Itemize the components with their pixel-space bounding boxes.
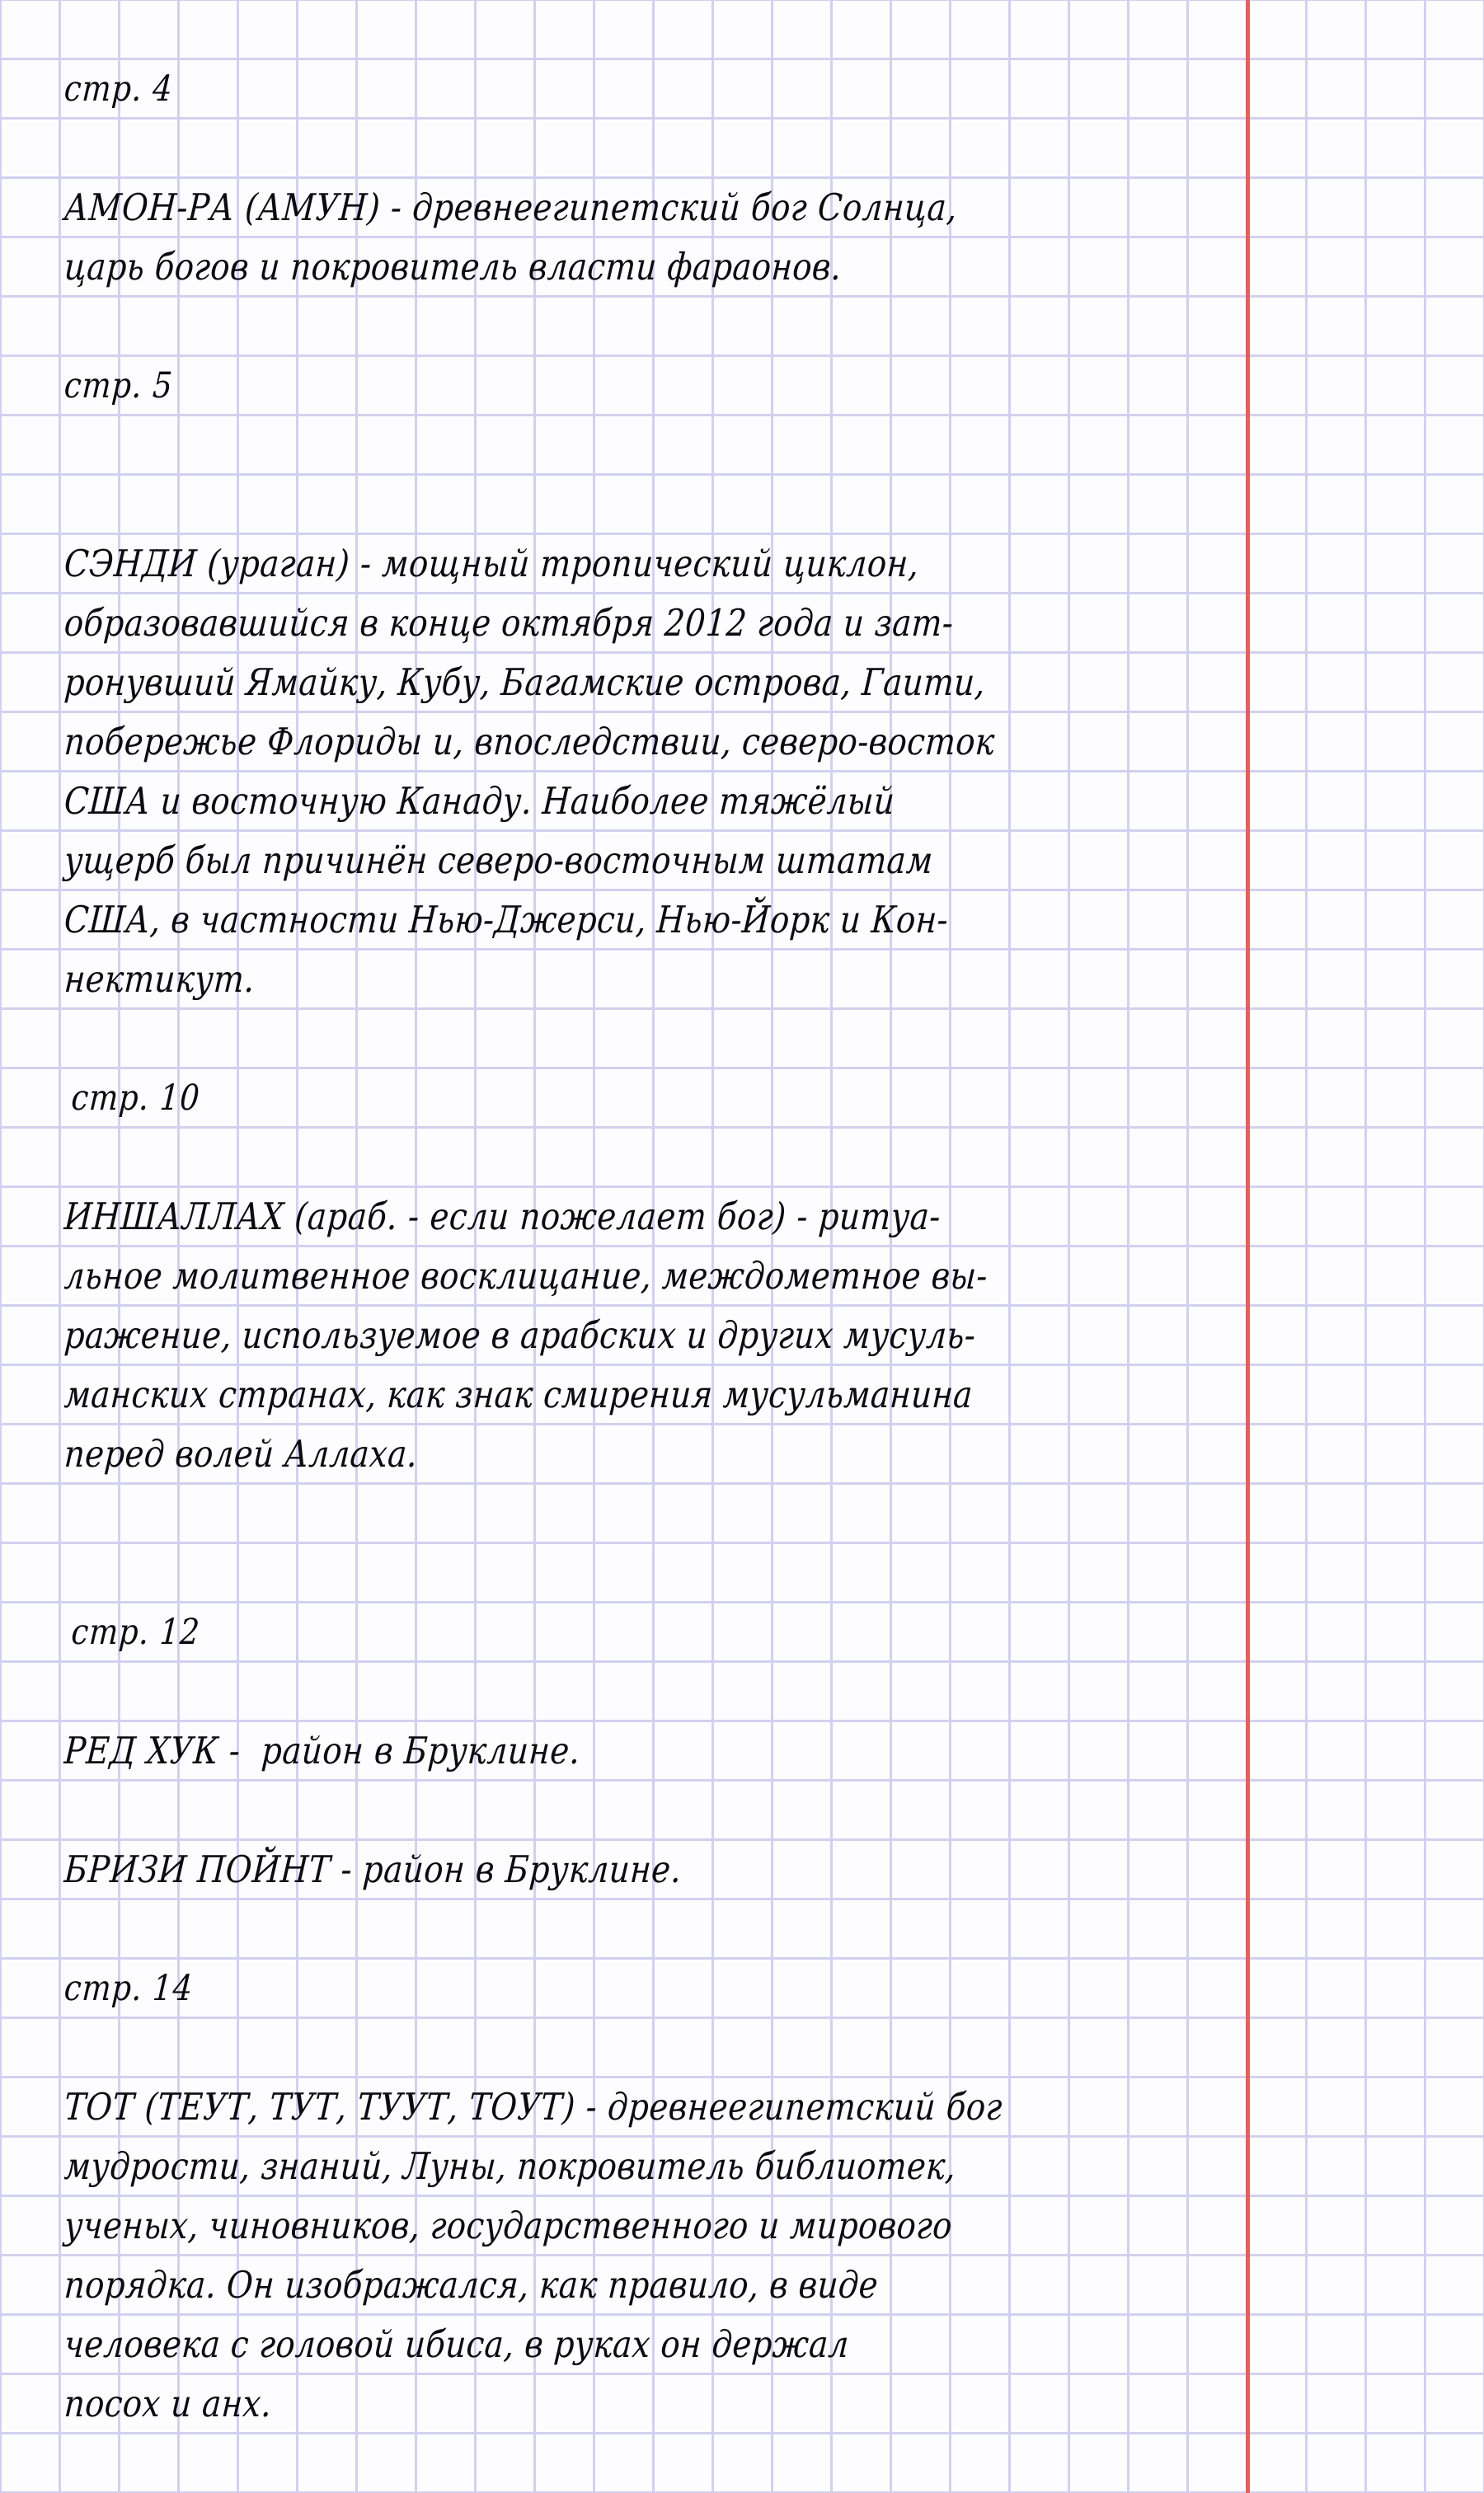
entry-line: АМОН-РА (АМУН) - древнеегипетский бог Солнца,: [63, 185, 959, 229]
body-line: порядка. Он изображался, как правило, в виде: [63, 2263, 880, 2307]
body-line: ученых, чиновников, государственного и мирового: [63, 2204, 954, 2247]
page-reference: стр. 5: [63, 365, 175, 406]
body-line: льное молитвенное восклицание, междометное вы-: [63, 1254, 989, 1298]
body-line: США и восточную Канаду. Наиболее тяжёлый: [63, 779, 896, 823]
blank-line: [63, 2018, 1287, 2078]
red-margin-rule-icon: [1246, 0, 1250, 2493]
blank-line: [63, 297, 1287, 356]
blank-line: [63, 475, 1287, 534]
blank-line: [63, 119, 1287, 178]
body-line: человека с головой ибиса, в руках он держал: [63, 2322, 851, 2366]
body-line: перед волей Аллаха.: [63, 1432, 419, 1476]
body-line: ронувший Ямайку, Кубу, Багамские острова, Гаити,: [63, 660, 987, 704]
body-line: посох и анх.: [63, 2382, 273, 2425]
page-reference: стр. 10: [70, 1077, 202, 1119]
body-line: ражение, используемое в арабских и других мусуль-: [63, 1313, 977, 1357]
entry-line: РЕД ХУК - район в Бруклине.: [63, 1729, 582, 1772]
body-line: манских странах, как знак смирения мусульманина: [63, 1373, 974, 1416]
body-line: побережье Флориды и, впоследствии, северо-восток: [63, 720, 997, 763]
body-line: царь богов и покровитель власти фараонов.: [63, 245, 843, 289]
body-line: ущерб был причинён северо-восточным штатам: [63, 838, 935, 882]
entry-line: СЭНДИ (ураган) - мощный тропический циклон,: [63, 542, 921, 585]
page-reference: стр. 14: [63, 1968, 195, 2009]
blank-line: [63, 1128, 1287, 1187]
entry-line: ИНШАЛЛАХ (араб. - если пожелает бог) - ритуа-: [63, 1195, 942, 1238]
body-line: мудрости, знаний, Луны, покровитель библиотек,: [63, 2144, 957, 2188]
body-line: образовавшийся в конце октября 2012 года и зат-: [63, 601, 955, 645]
blank-line: [63, 1899, 1287, 1959]
blank-line: [63, 416, 1287, 475]
entry-line: ТОТ (ТЕУТ, ТУТ, ТУУТ, ТОУТ) - древнеегипетский бог: [63, 2085, 1004, 2129]
page-reference: стр. 12: [70, 1612, 202, 1653]
blank-line: [63, 1781, 1287, 1840]
blank-line: [63, 1009, 1287, 1068]
blank-line: [63, 1662, 1287, 1721]
body-line: США, в частности Нью-Джерси, Нью-Йорк и Кон-: [63, 898, 950, 941]
blank-line: [63, 1543, 1287, 1603]
page-reference: стр. 4: [63, 68, 175, 110]
entry-line: БРИЗИ ПОЙНТ - район в Бруклине.: [63, 1847, 683, 1891]
blank-line: [63, 0, 1287, 59]
blank-line: [63, 1484, 1287, 1543]
body-line: нектикут.: [63, 957, 256, 1001]
